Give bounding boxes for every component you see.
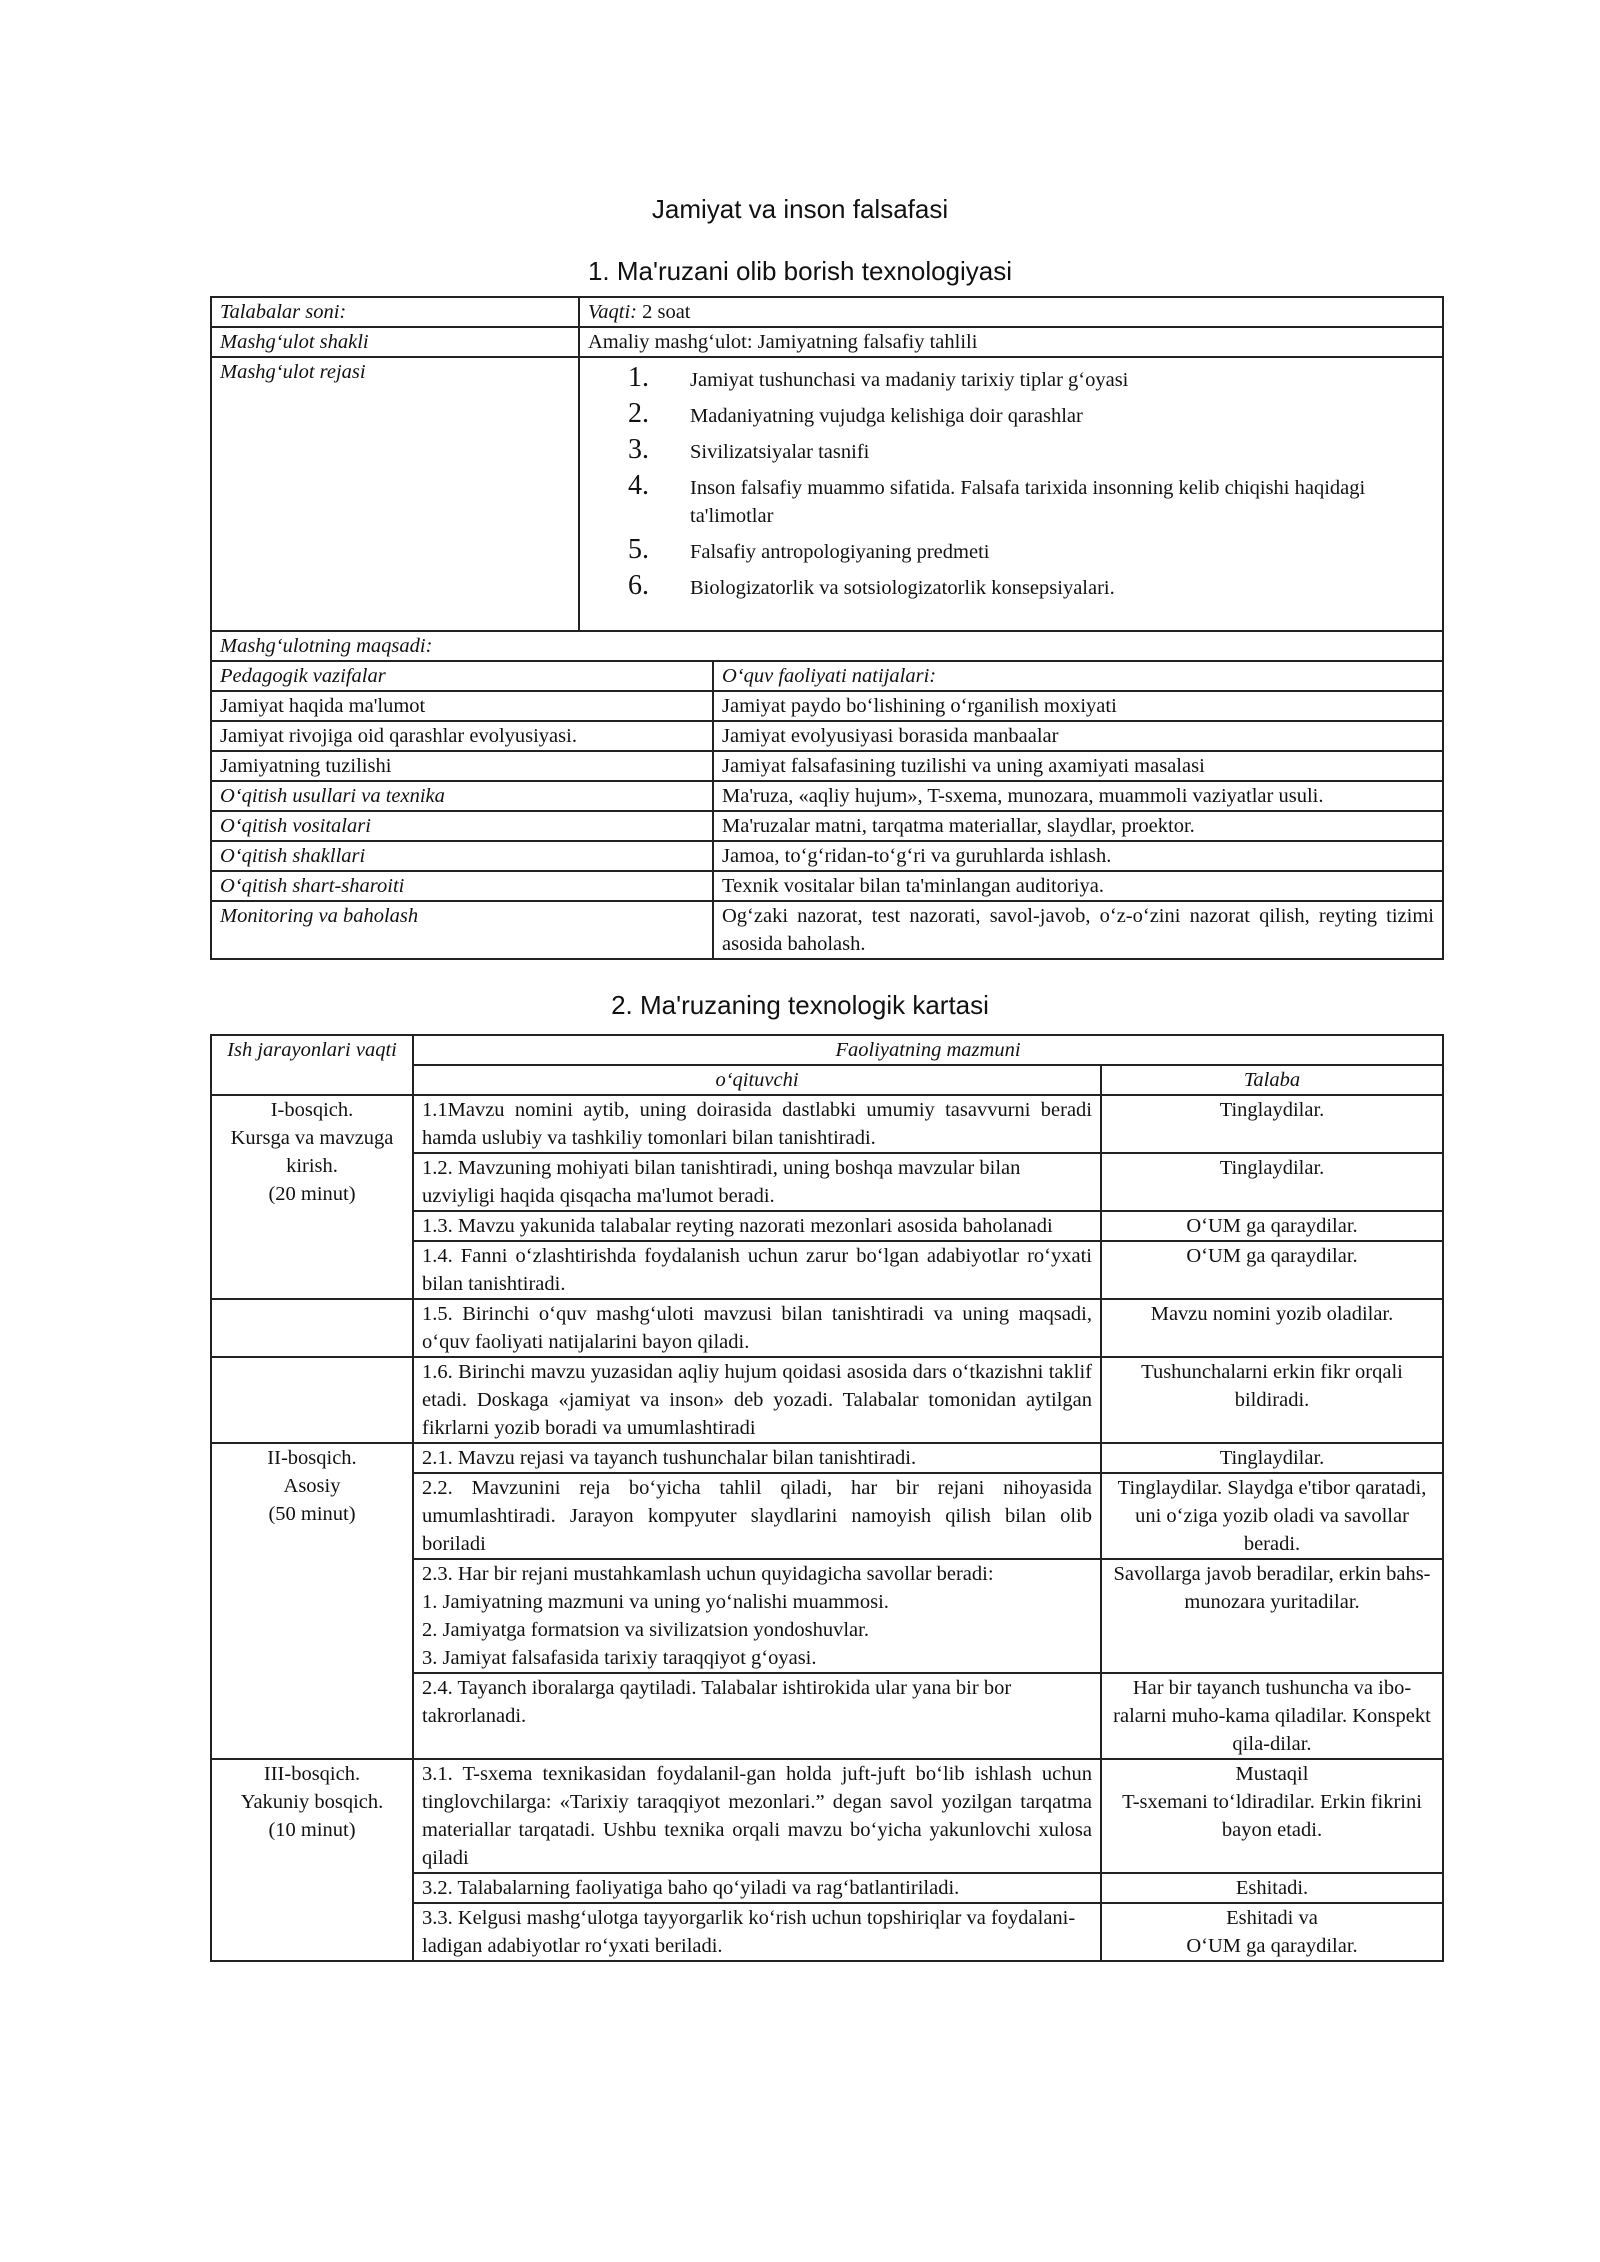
table-row <box>211 357 1443 631</box>
content-header: Faoliyatning mazmuni <box>413 1035 1443 1065</box>
list-item <box>628 398 1434 430</box>
table-row <box>211 297 1443 327</box>
teacher-activity: 1.2. Mavzuning mohiyati bilan tanishtiradi, uning boshqa mavzular bilan uzviyligi haqida qisqacha ma'lumot beradi. <box>413 1153 1101 1211</box>
student-activity: Tinglaydilar. Slaydga e'tibor qaratadi, uni o‘ziga yozib oladi va savollar beradi. <box>1101 1473 1443 1559</box>
table-cell: Jamiyat haqida ma'lumot <box>211 691 713 721</box>
list-text: Inson falsafiy muammo sifatida. Falsafa tarixida insonning kelib chiqishi haqidagi ta'limotlar <box>690 477 1366 527</box>
table-row <box>211 631 1443 661</box>
table-cell: O‘qitish shakllari <box>211 841 713 871</box>
student-activity: Tinglaydilar. <box>1101 1095 1443 1153</box>
plan-list <box>588 362 1434 630</box>
student-activity: O‘UM ga qaraydilar. <box>1101 1211 1443 1241</box>
teacher-activity: 3.3. Kelgusi mashg‘ulotga tayyorgarlik ko‘rish uchun topshiriqlar va foydalani-ladigan adabiyotlar ro‘yxati beriladi. <box>413 1903 1101 1961</box>
table-cell: Ma'ruzalar matni, tarqatma materiallar, slaydlar, proektor. <box>713 811 1443 841</box>
table-row <box>211 1357 1443 1443</box>
teacher-activity: 3.1. T-sxema texnikasidan foydalanil-gan holda juft-juft bo‘lib ishlash uchun tinglovchilarga: «Tarixiy taraqqiyot mezonlari.” degan savol yozilgan tarqatma materiallar tarqatadi. Ushbu texnika orqali mavzu bo‘yicha yakunlovchi xulosa qiladi <box>413 1759 1101 1873</box>
teacher-header: o‘qituvchi <box>413 1065 1101 1095</box>
time-cell <box>579 297 1443 327</box>
stage-2-label: II-bosqich. Asosiy (50 minut) <box>211 1443 413 1759</box>
teacher-activity: 1.3. Mavzu yakunida talabalar reyting nazorati mezonlari asosida baholanadi <box>413 1211 1101 1241</box>
list-item <box>628 434 1434 466</box>
table-row <box>211 1035 1443 1065</box>
teacher-activity: 2.1. Mavzu rejasi va tayanch tushunchalar bilan tanishtiradi. <box>413 1443 1101 1473</box>
table-row <box>211 661 1443 691</box>
time-label: Vaqti: <box>588 301 637 323</box>
table-cell: Jamiyat paydo bo‘lishining o‘rganilish moxiyati <box>713 691 1443 721</box>
document-title: Jamiyat va inson falsafasi <box>651 194 949 224</box>
list-number: 4. <box>628 470 649 501</box>
table-row <box>211 751 1443 781</box>
teacher-activity: 2.4. Tayanch iboralarga qaytiladi. Talabalar ishtirokida ular yana bir bor takrorlanadi. <box>413 1673 1101 1759</box>
list-number: 6. <box>628 570 649 601</box>
pedagogical-tasks-header: Pedagogik vazifalar <box>211 661 713 691</box>
plan-cell <box>579 357 1443 631</box>
student-activity: Eshitadi va O‘UM ga qaraydilar. <box>1101 1903 1443 1961</box>
list-text: Sivilizatsiyalar tasnifi <box>690 441 870 463</box>
table-row <box>211 781 1443 811</box>
list-item <box>628 470 1434 530</box>
students-label: Talabalar soni: <box>211 297 579 327</box>
table-row <box>211 1759 1443 1873</box>
student-activity: Tinglaydilar. <box>1101 1443 1443 1473</box>
teacher-activity: 1.1Mavzu nomini aytib, uning doirasida dastlabki umumiy tasavvurni beradi hamda uslubiy va tashkiliy tomonlari bilan tanishtiradi. <box>413 1095 1101 1153</box>
section-1-title: 1. Ma'ruzani olib borish texnologiyasi <box>587 256 1013 286</box>
table-cell: Jamiyat evolyusiyasi borasida manbaalar <box>713 721 1443 751</box>
table-cell: O‘qitish vositalari <box>211 811 713 841</box>
student-activity: Savollarga javob beradilar, erkin bahs-munozara yuritadilar. <box>1101 1559 1443 1673</box>
time-value: 2 soat <box>642 301 691 323</box>
student-activity: Tushunchalarni erkin fikr orqali bildiradi. <box>1101 1357 1443 1443</box>
list-number: 1. <box>628 362 649 393</box>
table-cell: Ma'ruza, «aqliy hujum», T-sxema, munozara, muammoli vaziyatlar usuli. <box>713 781 1443 811</box>
stage-1-label: I-bosqich. Kursga va mavzuga kirish. (20 minut) <box>211 1095 413 1299</box>
stage-header: Ish jarayonlari vaqti <box>211 1035 413 1095</box>
table-row <box>211 1299 1443 1357</box>
learning-results-header: O‘quv faoliyati natijalari: <box>713 661 1443 691</box>
teacher-activity: 1.5. Birinchi o‘quv mashg‘uloti mavzusi bilan tanishtiradi va uning maqsadi, o‘quv faoliyati natijalarini bayon qiladi. <box>413 1299 1101 1357</box>
student-activity: O‘UM ga qaraydilar. <box>1101 1241 1443 1299</box>
table-cell: Jamoa, to‘g‘ridan-to‘g‘ri va guruhlarda ishlash. <box>713 841 1443 871</box>
list-item <box>628 362 1434 394</box>
list-item <box>628 534 1434 566</box>
table-row <box>211 327 1443 357</box>
table-cell: Jamiyatning tuzilishi <box>211 751 713 781</box>
list-text: Falsafiy antropologiyaning predmeti <box>690 541 990 563</box>
table-row <box>211 721 1443 751</box>
empty-stage-cell <box>211 1299 413 1357</box>
list-item <box>628 570 1434 602</box>
student-activity: Har bir tayanch tushuncha va ibo-ralarni muho-kama qiladilar. Konspekt qila-dilar. <box>1101 1673 1443 1759</box>
table-row <box>211 871 1443 901</box>
student-activity: Eshitadi. <box>1101 1873 1443 1903</box>
goal-label: Mashg‘ulotning maqsadi: <box>211 631 1443 661</box>
lecture-technology-table <box>210 296 1444 960</box>
table-row <box>211 811 1443 841</box>
table-cell: Texnik vositalar bilan ta'minlangan auditoriya. <box>713 871 1443 901</box>
teacher-activity: 1.4. Fanni o‘zlashtirishda foydalanish uchun zarur bo‘lgan adabiyotlar ro‘yxati bilan tanishtiradi. <box>413 1241 1101 1299</box>
empty-stage-cell <box>211 1357 413 1443</box>
list-number: 2. <box>628 398 649 429</box>
table-row <box>211 1095 1443 1153</box>
table-row <box>211 1443 1443 1473</box>
list-number: 5. <box>628 534 649 565</box>
teacher-activity: 1.6. Birinchi mavzu yuzasidan aqliy hujum qoidasi asosida dars o‘tkazishni taklif etadi. Doskaga «jamiyat va inson» deb yozadi. Talabalar tomonidan aytilgan fikrlarni yozib boradi va umumlashtiradi <box>413 1357 1101 1443</box>
table-row <box>211 841 1443 871</box>
table-row <box>211 901 1443 959</box>
student-header: Talaba <box>1101 1065 1443 1095</box>
table-cell: O‘qitish usullari va texnika <box>211 781 713 811</box>
list-text: Jamiyat tushunchasi va madaniy tarixiy tiplar g‘oyasi <box>690 369 1129 391</box>
table-cell: Jamiyat rivojiga oid qarashlar evolyusiyasi. <box>211 721 713 751</box>
section-2-title: 2. Ma'ruzaning texnologik kartasi <box>611 990 989 1020</box>
student-activity: Mavzu nomini yozib oladilar. <box>1101 1299 1443 1357</box>
technology-map-table <box>210 1034 1444 1962</box>
stage-3-label: III-bosqich. Yakuniy bosqich. (10 minut) <box>211 1759 413 1961</box>
table-cell: Monitoring va baholash <box>211 901 713 959</box>
student-activity: Tinglaydilar. <box>1101 1153 1443 1211</box>
form-label: Mashg‘ulot shakli <box>211 327 579 357</box>
teacher-activity: 2.2. Mavzunini reja bo‘yicha tahlil qiladi, har bir rejani nihoyasida umumlashtiradi. Jarayon kompyuter slaydlarini namoyish qilish bilan olib boriladi <box>413 1473 1101 1559</box>
teacher-activity: 2.3. Har bir rejani mustahkamlash uchun quyidagicha savollar beradi: 1. Jamiyatning mazmuni va uning yo‘nalishi muammosi. 2. Jamiyatga formatsion va sivilizatsion yondoshuvlar. 3. Jamiyat falsafasida tarixiy taraqqiyot g‘oyasi. <box>413 1559 1101 1673</box>
list-text: Biologizatorlik va sotsiologizatorlik konsepsiyalari. <box>690 577 1115 599</box>
table-cell: O‘qitish shart-sharoiti <box>211 871 713 901</box>
table-cell: Og‘zaki nazorat, test nazorati, savol-javob, o‘z-o‘zini nazorat qilish, reyting tizimi asosida baholash. <box>713 901 1443 959</box>
student-activity: Mustaqil T-sxemani to‘ldiradilar. Erkin fikrini bayon etadi. <box>1101 1759 1443 1873</box>
list-number: 3. <box>628 434 649 465</box>
table-row <box>211 691 1443 721</box>
teacher-activity: 3.2. Talabalarning faoliyatiga baho qo‘yiladi va rag‘batlantiriladi. <box>413 1873 1101 1903</box>
form-value: Amaliy mashg‘ulot: Jamiyatning falsafiy tahlili <box>579 327 1443 357</box>
table-cell: Jamiyat falsafasining tuzilishi va uning axamiyati masalasi <box>713 751 1443 781</box>
list-text: Madaniyatning vujudga kelishiga doir qarashlar <box>690 405 1083 427</box>
plan-label: Mashg‘ulot rejasi <box>211 357 579 631</box>
